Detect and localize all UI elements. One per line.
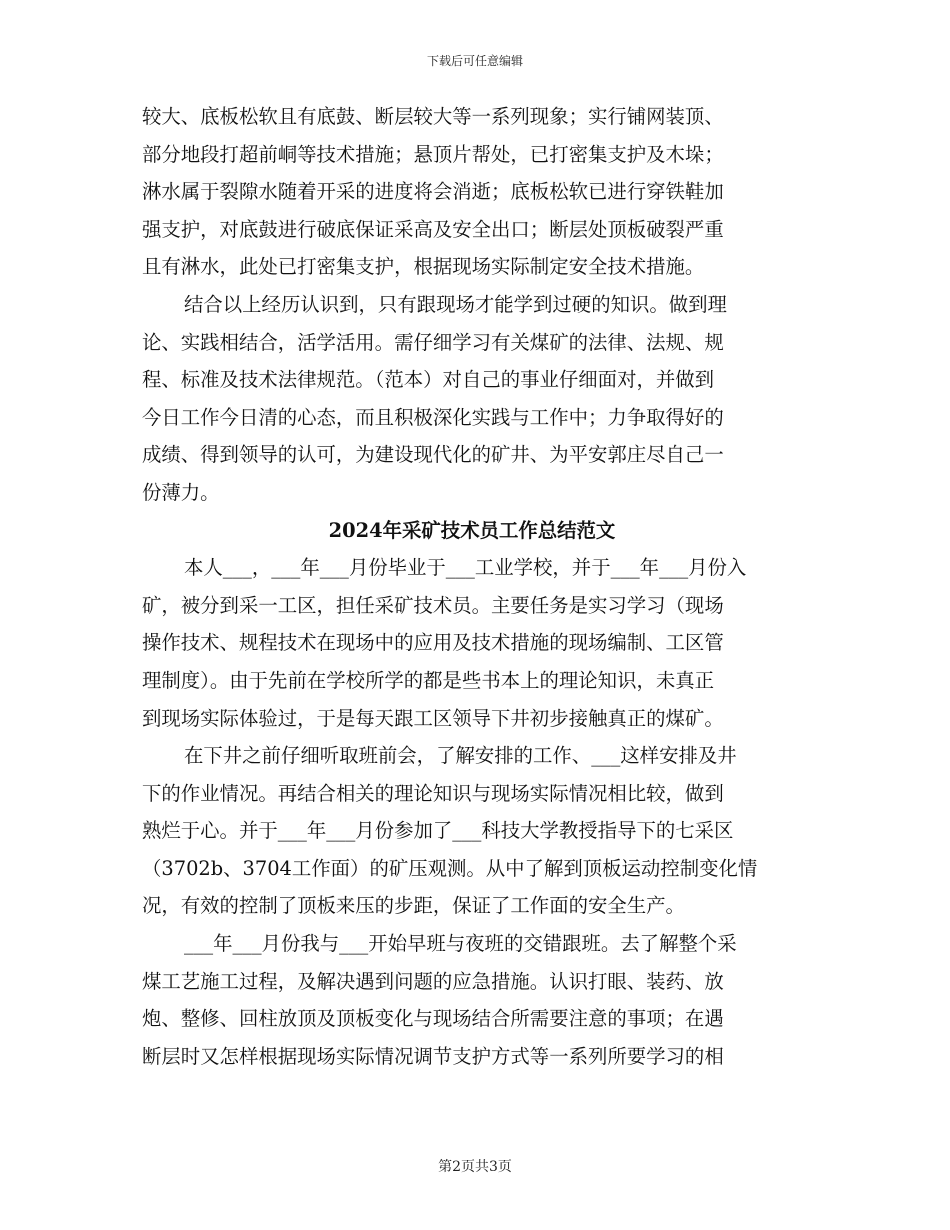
text-line: 论、实践相结合，活学活用。需仔细学习有关煤矿的法律、法规、规 xyxy=(142,330,724,354)
text-line: ___年___月份我与___开始早班与夜班的交错跟班。去了解整个采 xyxy=(184,932,737,956)
text-line: 断层时又怎样根据现场实际情况调节支护方式等一系列所要学习的相 xyxy=(142,1044,724,1068)
text-line: 成绩、得到领导的认可，为建设现代化的矿井、为平安郭庄尽自己一 xyxy=(142,443,724,467)
text-line: 且有淋水，此处已打密集支护，根据现场实际制定安全技术措施。 xyxy=(142,255,705,279)
text-line: 下的作业情况。再结合相关的理论知识与现场实际情况相比较，做到 xyxy=(142,781,724,805)
text-line: 炮、整修、回柱放顶及顶板变化与现场结合所需要注意的事项；在遇 xyxy=(142,1007,724,1031)
text-line: 在下井之前仔细听取班前会，了解安排的工作、___这样安排及井 xyxy=(184,744,737,768)
page-header: 下载后可任意编辑 xyxy=(426,54,523,68)
text-line: 本人___，___年___月份毕业于___工业学校，并于___年___月份入 xyxy=(184,556,747,580)
text-line: 结合以上经历认识到，只有跟现场才能学到过硬的知识。做到理 xyxy=(184,292,727,316)
text-line: 今日工作今日清的心态，而且积极深化实践与工作中；力争取得好的 xyxy=(142,405,724,429)
text-line: 程、标准及技术法律规范。（范本）对自己的事业仔细面对，并做到 xyxy=(142,368,715,392)
text-line: 理制度）。由于先前在学校所学的都是些书本上的理论知识，未真正 xyxy=(142,668,715,692)
text-line: 部分地段打超前峒等技术措施；悬顶片帮处，已打密集支护及木垛； xyxy=(142,142,724,166)
text-line: 强支护，对底鼓进行破底保证采高及安全出口；断层处顶板破裂严重 xyxy=(142,217,724,241)
document-body xyxy=(142,98,802,1075)
section-title: 2024年采矿技术员工作总结范文 xyxy=(328,518,616,542)
text-line: 淋水属于裂隙水随着开采的进度将会消逝；底板松软已进行穿铁鞋加 xyxy=(142,180,724,204)
text-line: 到现场实际体验过，于是每天跟工区领导下井初步接触真正的煤矿。 xyxy=(142,706,724,730)
text-line: （3702b、3704工作面）的矿压观测。从中了解到顶板运动控制变化情 xyxy=(142,856,758,880)
text-line: 况，有效的控制了顶板来压的步距，保证了工作面的安全生产。 xyxy=(142,894,685,918)
text-line: 矿，被分到采一工区，担任采矿技术员。主要任务是实习学习（现场 xyxy=(142,593,724,617)
text-line: 操作技术、规程技术在现场中的应用及技术措施的现场编制、工区管 xyxy=(142,631,724,655)
text-line: 份薄力。 xyxy=(142,480,220,504)
text-line: 较大、底板松软且有底鼓、断层较大等一系列现象；实行铺网装顶、 xyxy=(142,105,724,128)
text-line: 煤工艺施工过程，及解决遇到问题的应急措施。认识打眼、装药、放 xyxy=(142,969,724,993)
page-footer: 第2页共3页 xyxy=(438,1159,512,1175)
text-line: 熟烂于心。并于___年___月份参加了___科技大学教授指导下的七采区 xyxy=(142,819,734,843)
